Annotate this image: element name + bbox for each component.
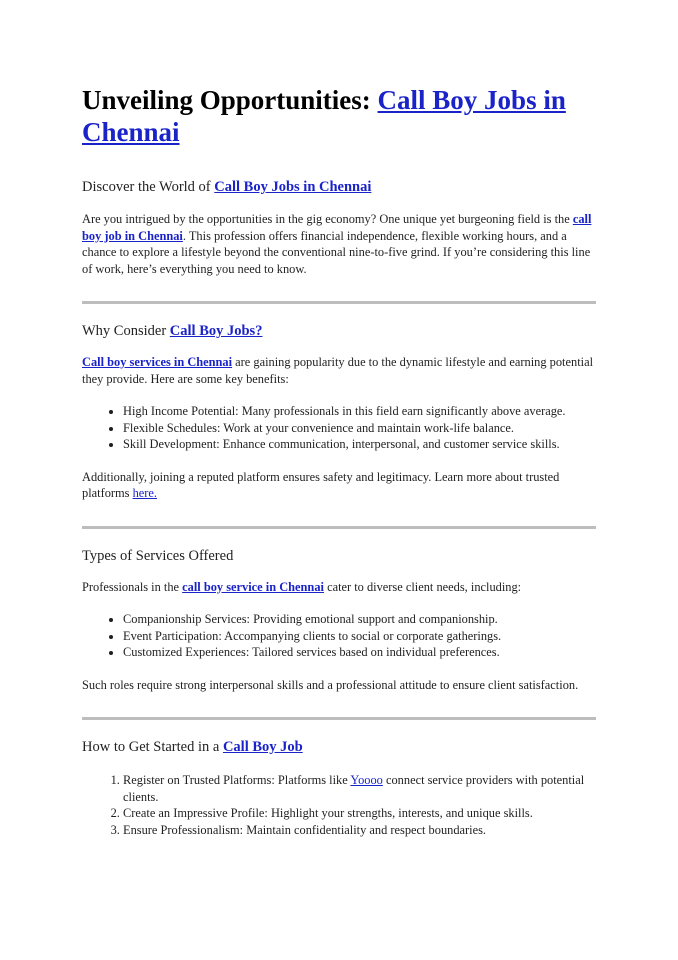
page-title [82,84,598,148]
article [82,84,598,838]
types-text-after: cater to diverse client needs, including: [323,579,522,594]
start-heading [82,738,598,756]
list-item: • Skill Development: Enhance communication, interpersonal, and customer service skills. [123,436,598,453]
why-heading-link[interactable]: Call Boy Jobs? [169,323,263,339]
list-item: • Event Participation: Accompanying clients to social or corporate gatherings. [123,628,598,645]
list-item: • Flexible Schedules: Work at your convenience and maintain work-life balance. [123,420,598,437]
services-list [82,611,598,661]
call-boy-services-link[interactable]: Call boy services in Chennai [82,355,233,369]
intro-paragraph [82,211,598,277]
intro-text-before: Are you intrigued by the opportunities in the gig economy? One unique yet burgeoning field is the [82,212,573,226]
list-item: 2. Create an Impressive Profile: Highlight your strengths, interests, and unique skills. [123,805,598,822]
list-item: • Customized Experiences: Tailored services based on individual preferences. [123,644,598,661]
why-p2-text: Additionally, joining a reputed platform ensures safety and legitimacy. Learn more about trusted platforms [82,469,560,500]
step1-text-before: Register on Trusted Platforms: Platforms like [123,773,351,787]
why-heading-prefix: Why Consider [82,323,170,339]
benefits-list [82,403,598,453]
intro-heading-link[interactable]: Call Boy Jobs in Chennai [214,179,372,195]
start-heading-prefix: How to Get Started in a [82,739,223,755]
list-item: 3. Ensure Professionalism: Maintain confidentiality and respect boundaries. [123,822,598,839]
list-item: • Companionship Services: Providing emotional support and companionship. [123,611,598,628]
page-title-link[interactable]: Call Boy Jobs in Chennai [82,85,566,147]
intro-text-after: . This profession offers financial independence, flexible working hours, and a chance to explore a lifestyle beyond the conventional nine-to-five grind. If you’re considering this line of work, here’s everything you need to know. [82,228,591,276]
types-text-before: Professionals in the [82,579,183,594]
why-heading [82,322,598,340]
why-text-after: are gaining popularity due to the dynamic lifestyle and earning potential they provide. Here are some key benefits: [82,355,594,386]
here-link[interactable]: here. [132,486,158,500]
start-heading-link[interactable]: Call Boy Job [222,739,303,755]
types-paragraph [82,579,598,596]
steps-list [82,772,598,838]
list-item [123,772,598,805]
intro-heading [82,178,598,196]
page-title-prefix: Unveiling Opportunities: [82,85,378,115]
step1-text-after: connect service providers with potential clients. [123,773,585,804]
types-heading: Types of Services Offered [82,547,234,564]
call-boy-job-link[interactable]: call boy job in Chennai [82,212,592,243]
types-paragraph-2: Such roles require strong interpersonal skills and a professional attitude to ensure client satisfaction. [82,677,579,692]
call-boy-service-link[interactable]: call boy service in Chennai [182,579,324,594]
why-paragraph [82,354,598,387]
yoooo-link[interactable]: Yoooo [350,773,383,787]
why-paragraph-2 [82,469,598,502]
list-item: • High Income Potential: Many professionals in this field earn significantly above average. [123,403,598,420]
intro-heading-prefix: Discover the World of [82,179,215,195]
